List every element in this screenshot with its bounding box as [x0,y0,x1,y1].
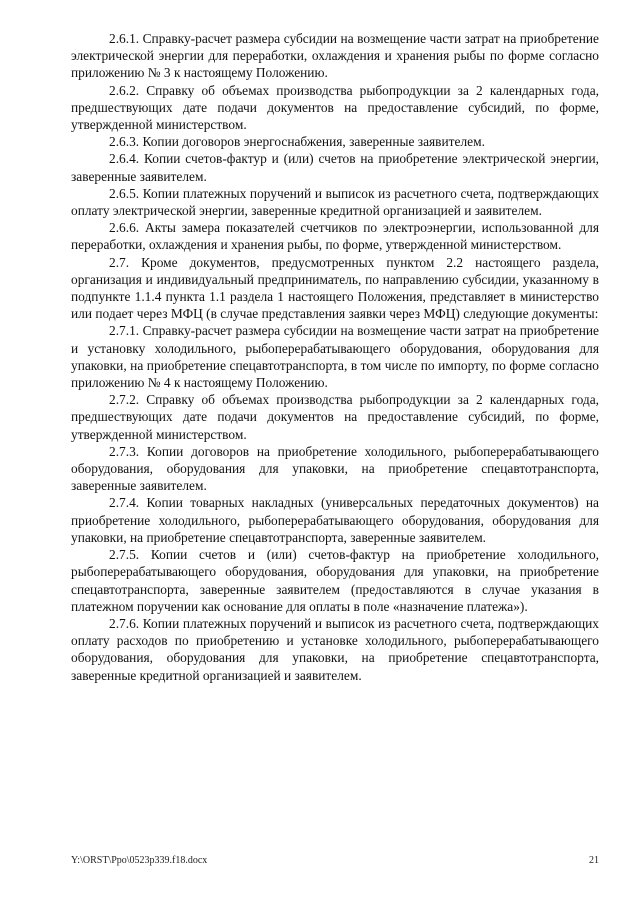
document-body [71,30,599,684]
paragraph-2-6-1: 2.6.1. Справку-расчет размера субсидии на возмещение части затрат на приобретение электрической энергии для переработки, охлаждения и хранения рыбы по форме согласно приложению № 3 к настоящему Положению. [71,31,599,81]
footer-file-path: Y:\ORST\Ppo\0523p339.f18.docx [71,855,208,866]
paragraph-2-6-4: 2.6.4. Копии счетов-фактур и (или) счетов на приобретение электрической энергии, заверенные заявителем. [71,151,599,184]
paragraph-2-7-6: 2.7.6. Копии платежных поручений и выписок из расчетного счета, подтверждающих оплату расходов по приобретению и установке холодильного, рыбоперерабатывающего оборудования, оборудования для упаковки, на приобретение спецавтотранспорта, заверенные кредитной организацией и заявителем. [71,615,599,683]
paragraph-2-7-5: 2.7.5. Копии счетов и (или) счетов-фактур на приобретение холодильного, рыбоперерабатывающего оборудования, оборудования для упаковки, на приобретение спецавтотранспорта, заверенные заявителем (предоставляются в случае указания в платежном поручении как основание для оплаты в поле «назначение платежа»). [71,547,599,614]
paragraph-2-7-2: 2.7.2. Справку об объемах производства рыбопродукции за 2 календарных года, предшествующих дате подачи документов на предоставление субсидий, по форме, утвержденной министерством. [71,392,599,442]
paragraph-2-7-4: 2.7.4. Копии товарных накладных (универсальных передаточных документов) на приобретение холодильного, рыбоперерабатывающего оборудования, оборудования для упаковки, на приобретение спецавтотранспорта, заверенные заявителем. [71,495,599,545]
paragraph-2-7-3: 2.7.3. Копии договоров на приобретение холодильного, рыбоперерабатывающего оборудования, оборудования для упаковки, на приобретение спецавтотранспорта, заверенные заявителем. [71,443,599,494]
paragraph-2-6-2: 2.6.2. Справку об объемах производства рыбопродукции за 2 календарных года, предшествующих дате подачи документов на предоставление субсидий, по форме, утвержденной министерством. [71,82,599,133]
paragraph-2-6-5: 2.6.5. Копии платежных поручений и выписок из расчетного счета, подтверждающих оплату электрической энергии, заверенные кредитной организацией и заявителем. [71,185,599,219]
paragraph-2-6-6: 2.6.6. Акты замера показателей счетчиков по электроэнергии, использованной для переработки, охлаждения и хранения рыбы, по форме, утвержденной министерством. [71,220,599,253]
paragraph-2-6-3: 2.6.3. Копии договоров энергоснабжения, заверенные заявителем. [109,134,485,150]
page-number: 21 [589,855,599,866]
paragraph-2-7-1: 2.7.1. Справку-расчет размера субсидии на возмещение части затрат на приобретение и установку холодильного, рыбоперерабатывающего оборудования, оборудования для упаковки, на приобретение спецавтотранспорта, в том числе по импорту, по форме согласно приложению № 4 к настоящему Положению. [71,323,599,391]
paragraph-2-7: 2.7. Кроме документов, предусмотренных пунктом 2.2 настоящего раздела, организация и индивидуальный предприниматель, по направлению субсидии, указанному в подпункте 1.1.4 пункта 1.1 раздела 1 настоящего Положения, представляет в министерство или подает через МФЦ (в случае представления заявки через МФЦ) следующие документы: [71,254,599,322]
